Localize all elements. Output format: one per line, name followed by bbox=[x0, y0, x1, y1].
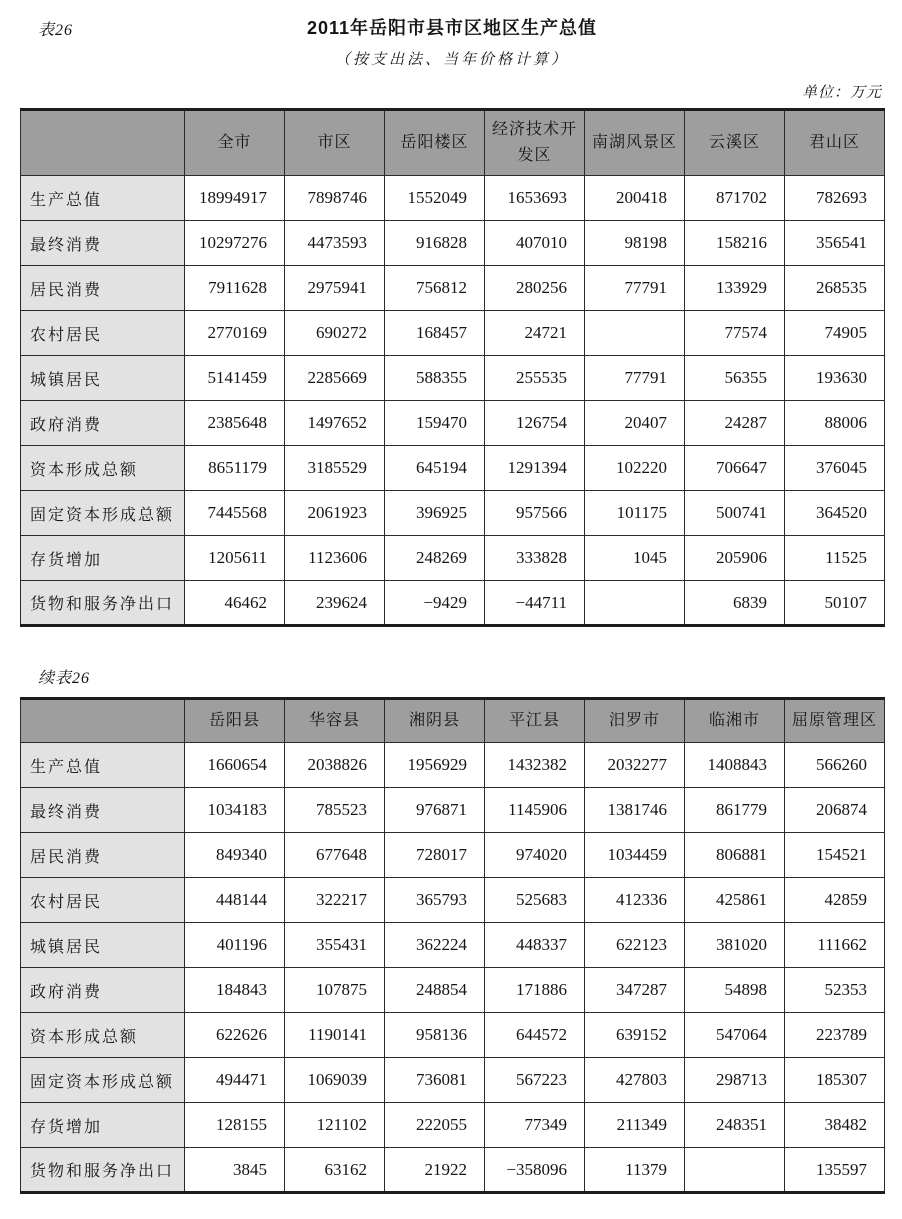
value-cell: 74905 bbox=[785, 311, 885, 356]
table-row bbox=[21, 446, 885, 491]
row-label: 政府消费 bbox=[21, 401, 185, 446]
value-cell: 159470 bbox=[385, 401, 485, 446]
row-label: 固定资本形成总额 bbox=[21, 491, 185, 536]
value-cell: 50107 bbox=[785, 581, 885, 626]
column-header: 南湖风景区 bbox=[585, 110, 685, 176]
value-cell: 38482 bbox=[785, 1103, 885, 1148]
column-header: 平江县 bbox=[485, 699, 585, 743]
value-cell: 7911628 bbox=[185, 266, 285, 311]
continuation-caption: 续表26 bbox=[38, 670, 91, 687]
value-cell: 24721 bbox=[485, 311, 585, 356]
table-row bbox=[21, 1103, 885, 1148]
value-cell: 171886 bbox=[485, 968, 585, 1013]
value-cell: 1123606 bbox=[285, 536, 385, 581]
table-row bbox=[21, 581, 885, 626]
table-number-caption: 表26 bbox=[38, 22, 74, 39]
column-header: 华容县 bbox=[285, 699, 385, 743]
row-label: 存货增加 bbox=[21, 536, 185, 581]
value-cell: 645194 bbox=[385, 446, 485, 491]
table-row bbox=[21, 176, 885, 221]
value-cell: 1653693 bbox=[485, 176, 585, 221]
value-cell: 412336 bbox=[585, 878, 685, 923]
value-cell: 223789 bbox=[785, 1013, 885, 1058]
value-cell: 107875 bbox=[285, 968, 385, 1013]
value-cell: 677648 bbox=[285, 833, 385, 878]
value-cell: 1145906 bbox=[485, 788, 585, 833]
value-cell: 239624 bbox=[285, 581, 385, 626]
value-cell: 1069039 bbox=[285, 1058, 385, 1103]
table-row bbox=[21, 743, 885, 788]
value-cell: 1190141 bbox=[285, 1013, 385, 1058]
value-cell: 427803 bbox=[585, 1058, 685, 1103]
table-row bbox=[21, 788, 885, 833]
value-cell: 18994917 bbox=[185, 176, 285, 221]
value-cell: 356541 bbox=[785, 221, 885, 266]
table-row bbox=[21, 266, 885, 311]
value-cell: 381020 bbox=[685, 923, 785, 968]
value-cell: 396925 bbox=[385, 491, 485, 536]
value-cell: 206874 bbox=[785, 788, 885, 833]
value-cell: 2038826 bbox=[285, 743, 385, 788]
column-header: 全市 bbox=[185, 110, 285, 176]
value-cell: 1432382 bbox=[485, 743, 585, 788]
value-cell bbox=[685, 1148, 785, 1193]
value-cell: 567223 bbox=[485, 1058, 585, 1103]
value-cell: 566260 bbox=[785, 743, 885, 788]
value-cell: 588355 bbox=[385, 356, 485, 401]
value-cell: 525683 bbox=[485, 878, 585, 923]
table-row bbox=[21, 833, 885, 878]
row-label: 生产总值 bbox=[21, 176, 185, 221]
value-cell: 11525 bbox=[785, 536, 885, 581]
table-row bbox=[21, 1058, 885, 1103]
value-cell: 46462 bbox=[185, 581, 285, 626]
column-header: 湘阴县 bbox=[385, 699, 485, 743]
value-cell: 77574 bbox=[685, 311, 785, 356]
value-cell: 362224 bbox=[385, 923, 485, 968]
value-cell: 255535 bbox=[485, 356, 585, 401]
table-row bbox=[21, 311, 885, 356]
page-subtitle: （按支出法、当年价格计算） bbox=[334, 52, 569, 68]
value-cell: 1660654 bbox=[185, 743, 285, 788]
table-row bbox=[21, 356, 885, 401]
value-cell: 1034183 bbox=[185, 788, 285, 833]
value-cell: 4473593 bbox=[285, 221, 385, 266]
table-row bbox=[21, 968, 885, 1013]
row-label: 存货增加 bbox=[21, 1103, 185, 1148]
value-cell: 1381746 bbox=[585, 788, 685, 833]
value-cell: 1497652 bbox=[285, 401, 385, 446]
column-header: 屈原管理区 bbox=[785, 699, 885, 743]
value-cell: 77791 bbox=[585, 356, 685, 401]
value-cell: 158216 bbox=[685, 221, 785, 266]
value-cell: 1205611 bbox=[185, 536, 285, 581]
value-cell: 365793 bbox=[385, 878, 485, 923]
row-label: 居民消费 bbox=[21, 266, 185, 311]
column-header: 岳阳县 bbox=[185, 699, 285, 743]
value-cell: 736081 bbox=[385, 1058, 485, 1103]
page-header bbox=[20, 14, 884, 40]
value-cell: 11379 bbox=[585, 1148, 685, 1193]
value-cell: 98198 bbox=[585, 221, 685, 266]
value-cell: 185307 bbox=[785, 1058, 885, 1103]
value-cell: 2285669 bbox=[285, 356, 385, 401]
value-cell: 77791 bbox=[585, 266, 685, 311]
value-cell: 1956929 bbox=[385, 743, 485, 788]
value-cell: 333828 bbox=[485, 536, 585, 581]
gdp-table-main bbox=[20, 108, 885, 627]
table-body bbox=[21, 743, 885, 1193]
value-cell: 2975941 bbox=[285, 266, 385, 311]
row-label: 资本形成总额 bbox=[21, 446, 185, 491]
table-row bbox=[21, 1148, 885, 1193]
column-header: 岳阳楼区 bbox=[385, 110, 485, 176]
gdp-table-continuation bbox=[20, 697, 885, 1194]
value-cell: 248269 bbox=[385, 536, 485, 581]
value-cell: 622123 bbox=[585, 923, 685, 968]
row-label: 居民消费 bbox=[21, 833, 185, 878]
value-cell: 2061923 bbox=[285, 491, 385, 536]
value-cell: 101175 bbox=[585, 491, 685, 536]
row-label: 农村居民 bbox=[21, 878, 185, 923]
value-cell: 322217 bbox=[285, 878, 385, 923]
corner-cell bbox=[21, 110, 185, 176]
value-cell: 407010 bbox=[485, 221, 585, 266]
value-cell: 54898 bbox=[685, 968, 785, 1013]
row-label: 货物和服务净出口 bbox=[21, 1148, 185, 1193]
value-cell: 916828 bbox=[385, 221, 485, 266]
value-cell: 184843 bbox=[185, 968, 285, 1013]
row-label: 最终消费 bbox=[21, 221, 185, 266]
value-cell: 298713 bbox=[685, 1058, 785, 1103]
value-cell: 355431 bbox=[285, 923, 385, 968]
value-cell: 494471 bbox=[185, 1058, 285, 1103]
value-cell: 111662 bbox=[785, 923, 885, 968]
value-cell: 21922 bbox=[385, 1148, 485, 1193]
row-label: 固定资本形成总额 bbox=[21, 1058, 185, 1103]
value-cell: −9429 bbox=[385, 581, 485, 626]
value-cell: 644572 bbox=[485, 1013, 585, 1058]
value-cell bbox=[585, 581, 685, 626]
row-label: 生产总值 bbox=[21, 743, 185, 788]
table-row bbox=[21, 491, 885, 536]
value-cell bbox=[585, 311, 685, 356]
value-cell: 364520 bbox=[785, 491, 885, 536]
table-row bbox=[21, 923, 885, 968]
value-cell: 280256 bbox=[485, 266, 585, 311]
value-cell: 639152 bbox=[585, 1013, 685, 1058]
value-cell: 1291394 bbox=[485, 446, 585, 491]
value-cell: 728017 bbox=[385, 833, 485, 878]
value-cell: 3845 bbox=[185, 1148, 285, 1193]
value-cell: −358096 bbox=[485, 1148, 585, 1193]
value-cell: 448144 bbox=[185, 878, 285, 923]
value-cell: 958136 bbox=[385, 1013, 485, 1058]
value-cell: 861779 bbox=[685, 788, 785, 833]
page-title: 2011年岳阳市县市区地区生产总值 bbox=[306, 18, 598, 38]
column-header: 经济技术开发区 bbox=[485, 110, 585, 176]
value-cell: 6839 bbox=[685, 581, 785, 626]
value-cell: 2770169 bbox=[185, 311, 285, 356]
value-cell: 448337 bbox=[485, 923, 585, 968]
table-row bbox=[21, 536, 885, 581]
value-cell: 2032277 bbox=[585, 743, 685, 788]
value-cell: 785523 bbox=[285, 788, 385, 833]
table-body bbox=[21, 176, 885, 626]
table-row bbox=[21, 221, 885, 266]
header-row bbox=[21, 110, 885, 176]
value-cell: 168457 bbox=[385, 311, 485, 356]
value-cell: 20407 bbox=[585, 401, 685, 446]
column-header: 云溪区 bbox=[685, 110, 785, 176]
value-cell: 248351 bbox=[685, 1103, 785, 1148]
value-cell: −44711 bbox=[485, 581, 585, 626]
value-cell: 126754 bbox=[485, 401, 585, 446]
value-cell: 1034459 bbox=[585, 833, 685, 878]
value-cell: 128155 bbox=[185, 1103, 285, 1148]
row-label: 货物和服务净出口 bbox=[21, 581, 185, 626]
value-cell: 42859 bbox=[785, 878, 885, 923]
value-cell: 871702 bbox=[685, 176, 785, 221]
value-cell: 806881 bbox=[685, 833, 785, 878]
row-label: 农村居民 bbox=[21, 311, 185, 356]
value-cell: 222055 bbox=[385, 1103, 485, 1148]
column-header: 市区 bbox=[285, 110, 385, 176]
value-cell: 268535 bbox=[785, 266, 885, 311]
value-cell: 24287 bbox=[685, 401, 785, 446]
value-cell: 1408843 bbox=[685, 743, 785, 788]
value-cell: 974020 bbox=[485, 833, 585, 878]
value-cell: 102220 bbox=[585, 446, 685, 491]
value-cell: 8651179 bbox=[185, 446, 285, 491]
value-cell: 121102 bbox=[285, 1103, 385, 1148]
table-row bbox=[21, 1013, 885, 1058]
value-cell: 135597 bbox=[785, 1148, 885, 1193]
value-cell: 782693 bbox=[785, 176, 885, 221]
row-label: 城镇居民 bbox=[21, 923, 185, 968]
row-label: 资本形成总额 bbox=[21, 1013, 185, 1058]
value-cell: 248854 bbox=[385, 968, 485, 1013]
value-cell: 401196 bbox=[185, 923, 285, 968]
column-header: 临湘市 bbox=[685, 699, 785, 743]
value-cell: 500741 bbox=[685, 491, 785, 536]
value-cell: 1045 bbox=[585, 536, 685, 581]
value-cell: 63162 bbox=[285, 1148, 385, 1193]
value-cell: 7445568 bbox=[185, 491, 285, 536]
corner-cell bbox=[21, 699, 185, 743]
value-cell: 376045 bbox=[785, 446, 885, 491]
value-cell: 425861 bbox=[685, 878, 785, 923]
table-row bbox=[21, 401, 885, 446]
value-cell: 622626 bbox=[185, 1013, 285, 1058]
value-cell: 10297276 bbox=[185, 221, 285, 266]
row-label: 城镇居民 bbox=[21, 356, 185, 401]
value-cell: 77349 bbox=[485, 1103, 585, 1148]
value-cell: 56355 bbox=[685, 356, 785, 401]
value-cell: 200418 bbox=[585, 176, 685, 221]
value-cell: 211349 bbox=[585, 1103, 685, 1148]
value-cell: 976871 bbox=[385, 788, 485, 833]
value-cell: 193630 bbox=[785, 356, 885, 401]
value-cell: 957566 bbox=[485, 491, 585, 536]
value-cell: 205906 bbox=[685, 536, 785, 581]
value-cell: 133929 bbox=[685, 266, 785, 311]
value-cell: 7898746 bbox=[285, 176, 385, 221]
column-header: 君山区 bbox=[785, 110, 885, 176]
table-row bbox=[21, 878, 885, 923]
row-label: 政府消费 bbox=[21, 968, 185, 1013]
value-cell: 690272 bbox=[285, 311, 385, 356]
value-cell: 3185529 bbox=[285, 446, 385, 491]
value-cell: 849340 bbox=[185, 833, 285, 878]
value-cell: 547064 bbox=[685, 1013, 785, 1058]
value-cell: 347287 bbox=[585, 968, 685, 1013]
value-cell: 154521 bbox=[785, 833, 885, 878]
header-row bbox=[21, 699, 885, 743]
value-cell: 756812 bbox=[385, 266, 485, 311]
unit-label: 单位：万元 bbox=[801, 85, 882, 101]
column-header: 汨罗市 bbox=[585, 699, 685, 743]
row-label: 最终消费 bbox=[21, 788, 185, 833]
value-cell: 52353 bbox=[785, 968, 885, 1013]
value-cell: 706647 bbox=[685, 446, 785, 491]
value-cell: 2385648 bbox=[185, 401, 285, 446]
value-cell: 1552049 bbox=[385, 176, 485, 221]
value-cell: 88006 bbox=[785, 401, 885, 446]
value-cell: 5141459 bbox=[185, 356, 285, 401]
